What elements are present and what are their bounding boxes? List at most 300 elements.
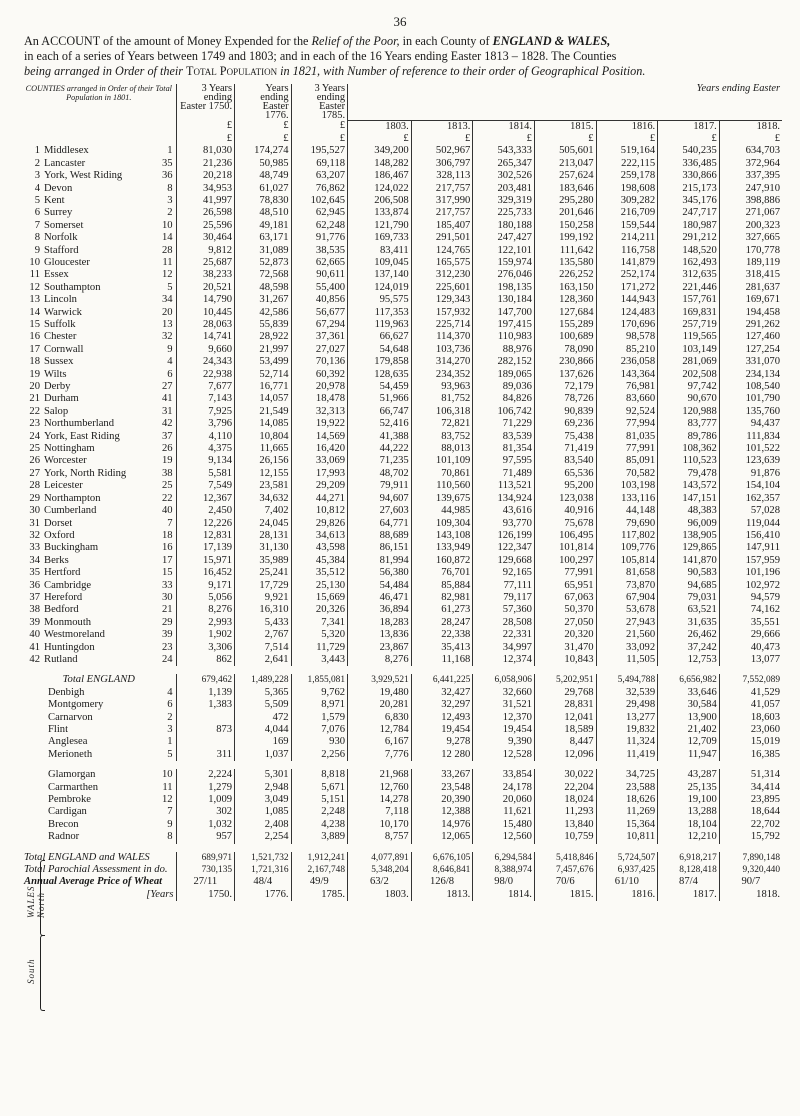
- value-cell: 11,269: [596, 806, 658, 818]
- county-label: Cambridge: [44, 579, 92, 591]
- value-cell: 5,301: [235, 769, 291, 781]
- value-cell: 150,258: [534, 220, 596, 232]
- county-ref: 30: [161, 591, 173, 603]
- county-ref: 8: [167, 182, 173, 194]
- wales-county-row: [22, 782, 782, 794]
- value-cell: 83,660: [596, 393, 658, 405]
- value-cell: 4,375: [176, 443, 235, 455]
- county-row: [22, 220, 782, 232]
- value-cell: 75,678: [534, 518, 596, 530]
- value-cell: 13,840: [534, 819, 596, 831]
- county-row: [22, 170, 782, 182]
- county-name: [22, 555, 176, 567]
- value-cell: 81,035: [596, 431, 658, 443]
- county-label: Devon: [44, 182, 73, 194]
- value-cell: 12,493: [411, 712, 473, 724]
- value-cell: 102,645: [291, 195, 347, 207]
- value-cell: 81,994: [348, 555, 412, 567]
- value-cell: 169,831: [658, 307, 720, 319]
- value-cell: 221,446: [658, 282, 720, 294]
- value-cell: 91,876: [719, 468, 782, 480]
- value-cell: 23,548: [411, 782, 473, 794]
- value-cell: 34,613: [291, 530, 347, 542]
- value-cell: 230,866: [534, 356, 596, 368]
- value-cell: 28,922: [235, 331, 291, 343]
- county-ref: 12: [161, 269, 173, 281]
- county-label: Warwick: [44, 306, 82, 318]
- value-cell: 10,812: [291, 505, 347, 517]
- county-row: [22, 592, 782, 604]
- value-cell: 9,762: [291, 687, 347, 699]
- summary-row: [22, 864, 782, 876]
- value-cell: 83,777: [658, 418, 720, 430]
- county-ref: 13: [161, 319, 173, 330]
- value-cell: 101,790: [719, 393, 782, 405]
- value-cell: 62,945: [291, 207, 347, 219]
- value-cell: 13,900: [658, 712, 720, 724]
- value-cell: 78,090: [534, 344, 596, 356]
- county-name: [22, 307, 176, 319]
- value-cell: 8,757: [348, 831, 412, 843]
- value-cell: 159,974: [473, 257, 535, 269]
- blank: [22, 133, 176, 145]
- total-cell: 1,855,081: [291, 674, 347, 686]
- county-index: 26: [29, 455, 40, 467]
- county-label: York, West Riding: [44, 170, 123, 182]
- county-label: Derby: [44, 381, 71, 393]
- value-cell: 314,270: [411, 356, 473, 368]
- county-name: [22, 319, 176, 331]
- value-cell: 25,596: [176, 220, 235, 232]
- value-cell: 302: [176, 806, 235, 818]
- value-cell: 179,858: [348, 356, 412, 368]
- county-index: 33: [29, 542, 40, 554]
- value-cell: 7,677: [176, 381, 235, 393]
- year-header: 1816.: [596, 120, 658, 133]
- county-label: Monmouth: [44, 616, 92, 628]
- value-cell: 113,521: [473, 480, 535, 492]
- value-cell: 94,437: [719, 418, 782, 430]
- summary-row: [22, 852, 782, 864]
- county-name: [22, 207, 176, 219]
- value-cell: 1,037: [235, 749, 291, 761]
- county-label: Cornwall: [44, 343, 84, 355]
- value-cell: 89,786: [658, 431, 720, 443]
- value-cell: 101,109: [411, 455, 473, 467]
- value-cell: 21,402: [658, 724, 720, 736]
- county-ref: 35: [161, 157, 173, 169]
- years-span-header: Years ending Easter: [348, 84, 782, 120]
- county-name: [22, 195, 176, 207]
- value-cell: 54,459: [348, 381, 412, 393]
- value-cell: 83,752: [411, 431, 473, 443]
- value-cell: 331,070: [719, 356, 782, 368]
- county-index: 16: [29, 331, 40, 343]
- wales-county-row: [22, 794, 782, 806]
- county-row: [22, 518, 782, 530]
- value-cell: 28,247: [411, 617, 473, 629]
- value-cell: 85,210: [596, 344, 658, 356]
- value-cell: 4,044: [235, 724, 291, 736]
- col-1776-header: Years ending Easter 1776.: [235, 84, 291, 120]
- title-part: Relief of the Poor,: [311, 34, 400, 48]
- value-cell: 160,872: [411, 555, 473, 567]
- county-index: 30: [29, 505, 40, 517]
- county-name: [22, 712, 176, 724]
- value-cell: 2,948: [235, 782, 291, 794]
- value-cell: 129,668: [473, 555, 535, 567]
- value-cell: 12,226: [176, 518, 235, 530]
- county-index: 31: [29, 517, 40, 529]
- county-row: [22, 257, 782, 269]
- value-cell: 11,665: [235, 443, 291, 455]
- county-ref: 12: [161, 794, 173, 806]
- value-cell: 3,306: [176, 642, 235, 654]
- value-cell: 330,866: [658, 170, 720, 182]
- county-index: 3: [34, 170, 40, 182]
- total-cell: 7,552,089: [719, 674, 782, 686]
- total-cell: 6,656,982: [658, 674, 720, 686]
- county-ref: 5: [167, 748, 173, 760]
- county-name: [22, 518, 176, 530]
- value-cell: 202,508: [658, 369, 720, 381]
- county-index: 29: [29, 492, 40, 504]
- county-name: [22, 443, 176, 455]
- value-cell: 77,991: [534, 567, 596, 579]
- value-cell: 79,690: [596, 518, 658, 530]
- value-cell: 22,331: [473, 629, 535, 641]
- county-index: 4: [34, 182, 40, 194]
- county-label: Gloucester: [44, 256, 90, 268]
- value-cell: 312,230: [411, 269, 473, 281]
- value-cell: 28,063: [176, 319, 235, 331]
- value-cell: 12,065: [411, 831, 473, 843]
- total-cell: 1,489,228: [235, 674, 291, 686]
- value-cell: [176, 736, 235, 748]
- value-cell: 5,056: [176, 592, 235, 604]
- county-name: [22, 654, 176, 666]
- value-cell: 62,248: [291, 220, 347, 232]
- year-header: 1815.: [534, 120, 596, 133]
- value-cell: 11,729: [291, 642, 347, 654]
- value-cell: 134,924: [473, 493, 535, 505]
- value-cell: 217,757: [411, 207, 473, 219]
- county-name: [22, 629, 176, 641]
- value-cell: 93,963: [411, 381, 473, 393]
- value-cell: 45,384: [291, 555, 347, 567]
- pound-sign: £: [411, 133, 473, 145]
- value-cell: 133,116: [596, 493, 658, 505]
- value-cell: 2,256: [291, 749, 347, 761]
- value-cell: 2,993: [176, 617, 235, 629]
- value-cell: 165,575: [411, 257, 473, 269]
- value-cell: 957: [176, 831, 235, 843]
- value-cell: 214,211: [596, 232, 658, 244]
- county-index: 28: [29, 480, 40, 492]
- value-cell: 502,967: [411, 145, 473, 157]
- county-label: Norfolk: [44, 232, 78, 244]
- value-cell: 10,759: [534, 831, 596, 843]
- value-cell: 265,347: [473, 158, 535, 170]
- value-cell: 52,714: [235, 369, 291, 381]
- county-index: 32: [29, 529, 40, 541]
- value-cell: 57,028: [719, 505, 782, 517]
- value-cell: 10,843: [534, 654, 596, 666]
- value-cell: 137,140: [348, 269, 412, 281]
- value-cell: 20,060: [473, 794, 535, 806]
- county-name: [22, 782, 176, 794]
- value-cell: 18,589: [534, 724, 596, 736]
- county-index: 39: [29, 616, 40, 628]
- title-part: in each County of: [399, 34, 493, 48]
- value-cell: 109,776: [596, 542, 658, 554]
- value-cell: 25,135: [658, 782, 720, 794]
- county-name: [22, 331, 176, 343]
- value-cell: 24,343: [176, 356, 235, 368]
- value-cell: 203,481: [473, 183, 535, 195]
- county-row: [22, 158, 782, 170]
- county-ref: 11: [162, 781, 173, 793]
- pound-sign: £: [291, 120, 347, 133]
- value-cell: 43,287: [658, 769, 720, 781]
- year-footer: 1785.: [291, 889, 347, 901]
- value-cell: 117,802: [596, 530, 658, 542]
- county-ref: 4: [167, 686, 173, 698]
- county-name: [22, 369, 176, 381]
- wales-north-label: WALES North: [26, 885, 46, 918]
- value-cell: 180,987: [658, 220, 720, 232]
- value-cell: 247,910: [719, 183, 782, 195]
- value-cell: 3,443: [291, 654, 347, 666]
- value-cell: 7,143: [176, 393, 235, 405]
- county-name: [22, 468, 176, 480]
- page-number: 36: [393, 14, 407, 29]
- value-cell: 72,821: [411, 418, 473, 430]
- value-cell: 61,273: [411, 604, 473, 616]
- value-cell: 25,130: [291, 580, 347, 592]
- value-cell: 91,776: [291, 232, 347, 244]
- value-cell: 98,578: [596, 331, 658, 343]
- county-index: 38: [29, 604, 40, 616]
- value-cell: 90,583: [658, 567, 720, 579]
- value-cell: 5,509: [235, 699, 291, 711]
- value-cell: 108,362: [658, 443, 720, 455]
- value-cell: 128,635: [348, 369, 412, 381]
- value-cell: 2,408: [235, 819, 291, 831]
- value-cell: 259,178: [596, 170, 658, 182]
- value-cell: 12,784: [348, 724, 412, 736]
- value-cell: 36,894: [348, 604, 412, 616]
- value-cell: 16,385: [719, 749, 782, 761]
- value-cell: 143,364: [596, 369, 658, 381]
- county-index: 37: [29, 591, 40, 603]
- county-name: [22, 183, 176, 195]
- value-cell: 1,032: [176, 819, 235, 831]
- value-cell: 41,529: [719, 687, 782, 699]
- county-label: Leicester: [44, 480, 83, 492]
- county-row: [22, 604, 782, 616]
- value-cell: 29,498: [596, 699, 658, 711]
- value-cell: 257,719: [658, 319, 720, 331]
- county-label: Hertford: [44, 567, 81, 579]
- county-row: [22, 393, 782, 405]
- value-cell: 62,665: [291, 257, 347, 269]
- county-label: Kent: [44, 194, 65, 206]
- wales-county-row: [22, 712, 782, 724]
- value-cell: 70,582: [596, 468, 658, 480]
- value-cell: 201,646: [534, 207, 596, 219]
- county-index: 5: [34, 194, 40, 206]
- value-cell: 135,760: [719, 406, 782, 418]
- value-cell: 18,024: [534, 794, 596, 806]
- county-row: [22, 617, 782, 629]
- value-cell: 18,644: [719, 806, 782, 818]
- county-index: 7: [34, 219, 40, 231]
- county-row: [22, 418, 782, 430]
- county-ref: 24: [161, 653, 173, 665]
- value-cell: 63,171: [235, 232, 291, 244]
- value-cell: 37,361: [291, 331, 347, 343]
- value-cell: 52,873: [235, 257, 291, 269]
- value-cell: 76,701: [411, 567, 473, 579]
- poor-relief-table: [22, 84, 782, 901]
- value-cell: 95,575: [348, 294, 412, 306]
- value-cell: 12,155: [235, 468, 291, 480]
- value-cell: 63,521: [658, 604, 720, 616]
- county-ref: 26: [161, 443, 173, 455]
- value-cell: 291,501: [411, 232, 473, 244]
- value-cell: 154,104: [719, 480, 782, 492]
- value-cell: 26,598: [176, 207, 235, 219]
- value-cell: 54,648: [348, 344, 412, 356]
- wales-county-row: [22, 749, 782, 761]
- value-cell: 225,714: [411, 319, 473, 331]
- value-cell: 108,540: [719, 381, 782, 393]
- value-cell: 90,670: [658, 393, 720, 405]
- value-cell: 48,510: [235, 207, 291, 219]
- value-cell: 35,512: [291, 567, 347, 579]
- value-cell: 100,297: [534, 555, 596, 567]
- value-cell: 930: [291, 736, 347, 748]
- county-name: [22, 418, 176, 430]
- title-line-2: in each of a series of Years between 1749 and 1803; and in each of the 16 Years ending Easter 1813 – 1828. The Counties: [24, 49, 617, 63]
- county-ref: 28: [161, 244, 173, 256]
- value-cell: 309,282: [596, 195, 658, 207]
- summary-cell: 6,676,105: [411, 852, 473, 864]
- county-ref: 31: [161, 405, 173, 417]
- county-index: 27: [29, 467, 40, 479]
- county-label: Durham: [44, 393, 79, 405]
- value-cell: 83,540: [534, 455, 596, 467]
- value-cell: 3,889: [291, 831, 347, 843]
- county-label: Anglesea: [48, 736, 88, 748]
- county-ref: 2: [167, 207, 173, 219]
- value-cell: 122,101: [473, 245, 535, 257]
- county-name: [22, 406, 176, 418]
- value-cell: 100,689: [534, 331, 596, 343]
- value-cell: 23,060: [719, 724, 782, 736]
- county-label: Cumberland: [44, 505, 97, 517]
- county-name: [22, 480, 176, 492]
- value-cell: 31,470: [534, 642, 596, 654]
- county-label: Oxford: [44, 529, 75, 541]
- county-index: 21: [29, 393, 40, 405]
- county-label: Carmarthen: [48, 781, 99, 793]
- value-cell: 162,357: [719, 493, 782, 505]
- value-cell: 281,637: [719, 282, 782, 294]
- value-cell: 27,027: [291, 344, 347, 356]
- value-cell: 12,528: [473, 749, 535, 761]
- year-footer: 1814.: [473, 889, 535, 901]
- county-row: [22, 654, 782, 666]
- average-cell: 48/4: [235, 876, 291, 888]
- value-cell: 90,839: [534, 406, 596, 418]
- value-cell: 44,222: [348, 443, 412, 455]
- value-cell: 7,341: [291, 617, 347, 629]
- total-cell: 679,462: [176, 674, 235, 686]
- col-1785-header: 3 Years ending Easter 1785.: [291, 84, 347, 120]
- value-cell: 66,627: [348, 331, 412, 343]
- value-cell: 96,009: [658, 518, 720, 530]
- value-cell: 67,294: [291, 319, 347, 331]
- value-cell: 247,717: [658, 207, 720, 219]
- value-cell: 9,390: [473, 736, 535, 748]
- county-ref: 3: [167, 724, 173, 735]
- county-label: Chester: [44, 331, 77, 343]
- county-index: 18: [29, 356, 40, 368]
- value-cell: 7,925: [176, 406, 235, 418]
- value-cell: 22,338: [411, 629, 473, 641]
- value-cell: 106,495: [534, 530, 596, 542]
- value-cell: 9,921: [235, 592, 291, 604]
- value-cell: 105,814: [596, 555, 658, 567]
- spacer: [22, 761, 782, 769]
- value-cell: 33,646: [658, 687, 720, 699]
- wales-south-label: South: [26, 958, 36, 984]
- value-cell: 15,971: [176, 555, 235, 567]
- wales-county-row: [22, 699, 782, 711]
- value-cell: 83,539: [473, 431, 535, 443]
- county-name: [22, 819, 176, 831]
- value-cell: 194,458: [719, 307, 782, 319]
- value-cell: 127,460: [719, 331, 782, 343]
- value-cell: 18,626: [596, 794, 658, 806]
- value-cell: 41,997: [176, 195, 235, 207]
- value-cell: 9,171: [176, 580, 235, 592]
- value-cell: 12,753: [658, 654, 720, 666]
- value-cell: 1,383: [176, 699, 235, 711]
- pound-sign: £: [473, 133, 535, 145]
- summary-cell: 2,167,748: [291, 864, 347, 876]
- value-cell: 302,526: [473, 170, 535, 182]
- summary-cell: 5,418,846: [534, 852, 596, 864]
- value-cell: 79,117: [473, 592, 535, 604]
- county-ref: 7: [167, 806, 173, 818]
- value-cell: 19,922: [291, 418, 347, 430]
- value-cell: 8,276: [348, 654, 412, 666]
- county-label: Berks: [44, 554, 69, 566]
- county-name: [22, 794, 176, 806]
- value-cell: 42,586: [235, 307, 291, 319]
- value-cell: 20,281: [348, 699, 412, 711]
- value-cell: 282,152: [473, 356, 535, 368]
- wales-county-row: [22, 806, 782, 818]
- value-cell: 93,770: [473, 518, 535, 530]
- year-header: 1813.: [411, 120, 473, 133]
- value-cell: 129,343: [411, 294, 473, 306]
- value-cell: 138,905: [658, 530, 720, 542]
- wales-county-row: [22, 819, 782, 831]
